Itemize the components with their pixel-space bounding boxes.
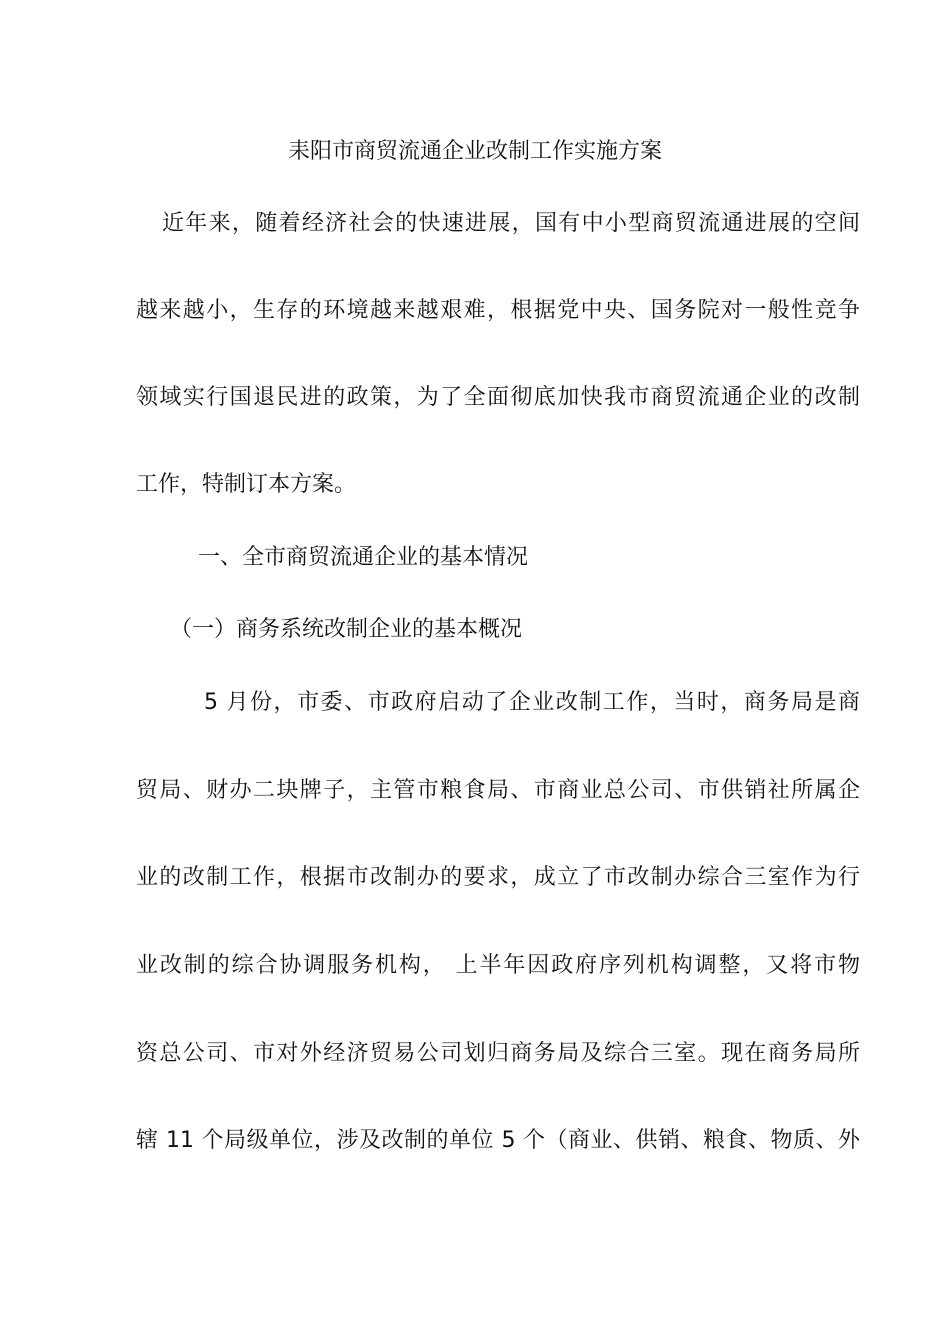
body-line-1: 5 月份，市委、市政府启动了企业改制工作，当时，商务局是商 xyxy=(204,690,860,715)
body-line-6: 辖 11 个局级单位，涉及改制的单位 5 个（商业、供销、粮食、物质、外 xyxy=(136,1128,860,1153)
intro-line-3: 领域实行国退民进的政策，为了全面彻底加快我市商贸流通企业的改制 xyxy=(136,385,860,410)
subsection-heading: （一）商务系统改制企业的基本概况 xyxy=(170,617,523,642)
body-line-3: 业的改制工作，根据市改制办的要求，成立了市改制办综合三室作为行 xyxy=(136,865,860,890)
body-line-5: 资总公司、市对外经济贸易公司划归商务局及综合三室。现在商务局所 xyxy=(136,1041,860,1066)
intro-line-2: 越来越小，生存的环境越来越艰难，根据党中央、国务院对一般性竞争 xyxy=(136,298,860,323)
intro-line-1: 近年来，随着经济社会的快速进展，国有中小型商贸流通进展的空间 xyxy=(162,211,860,236)
body-line-4: 业改制的综合协调服务机构， 上半年因政府序列机构调整，又将市物 xyxy=(136,953,860,978)
section-heading: 一、全市商贸流通企业的基本情况 xyxy=(198,545,529,570)
body-line-2: 贸局、财办二块牌子，主管市粮食局、市商业总公司、市供销社所属企 xyxy=(136,778,860,803)
document-title: 耒阳市商贸流通企业改制工作实施方案 xyxy=(287,139,662,164)
intro-line-4: 工作，特制订本方案。 xyxy=(136,472,357,497)
